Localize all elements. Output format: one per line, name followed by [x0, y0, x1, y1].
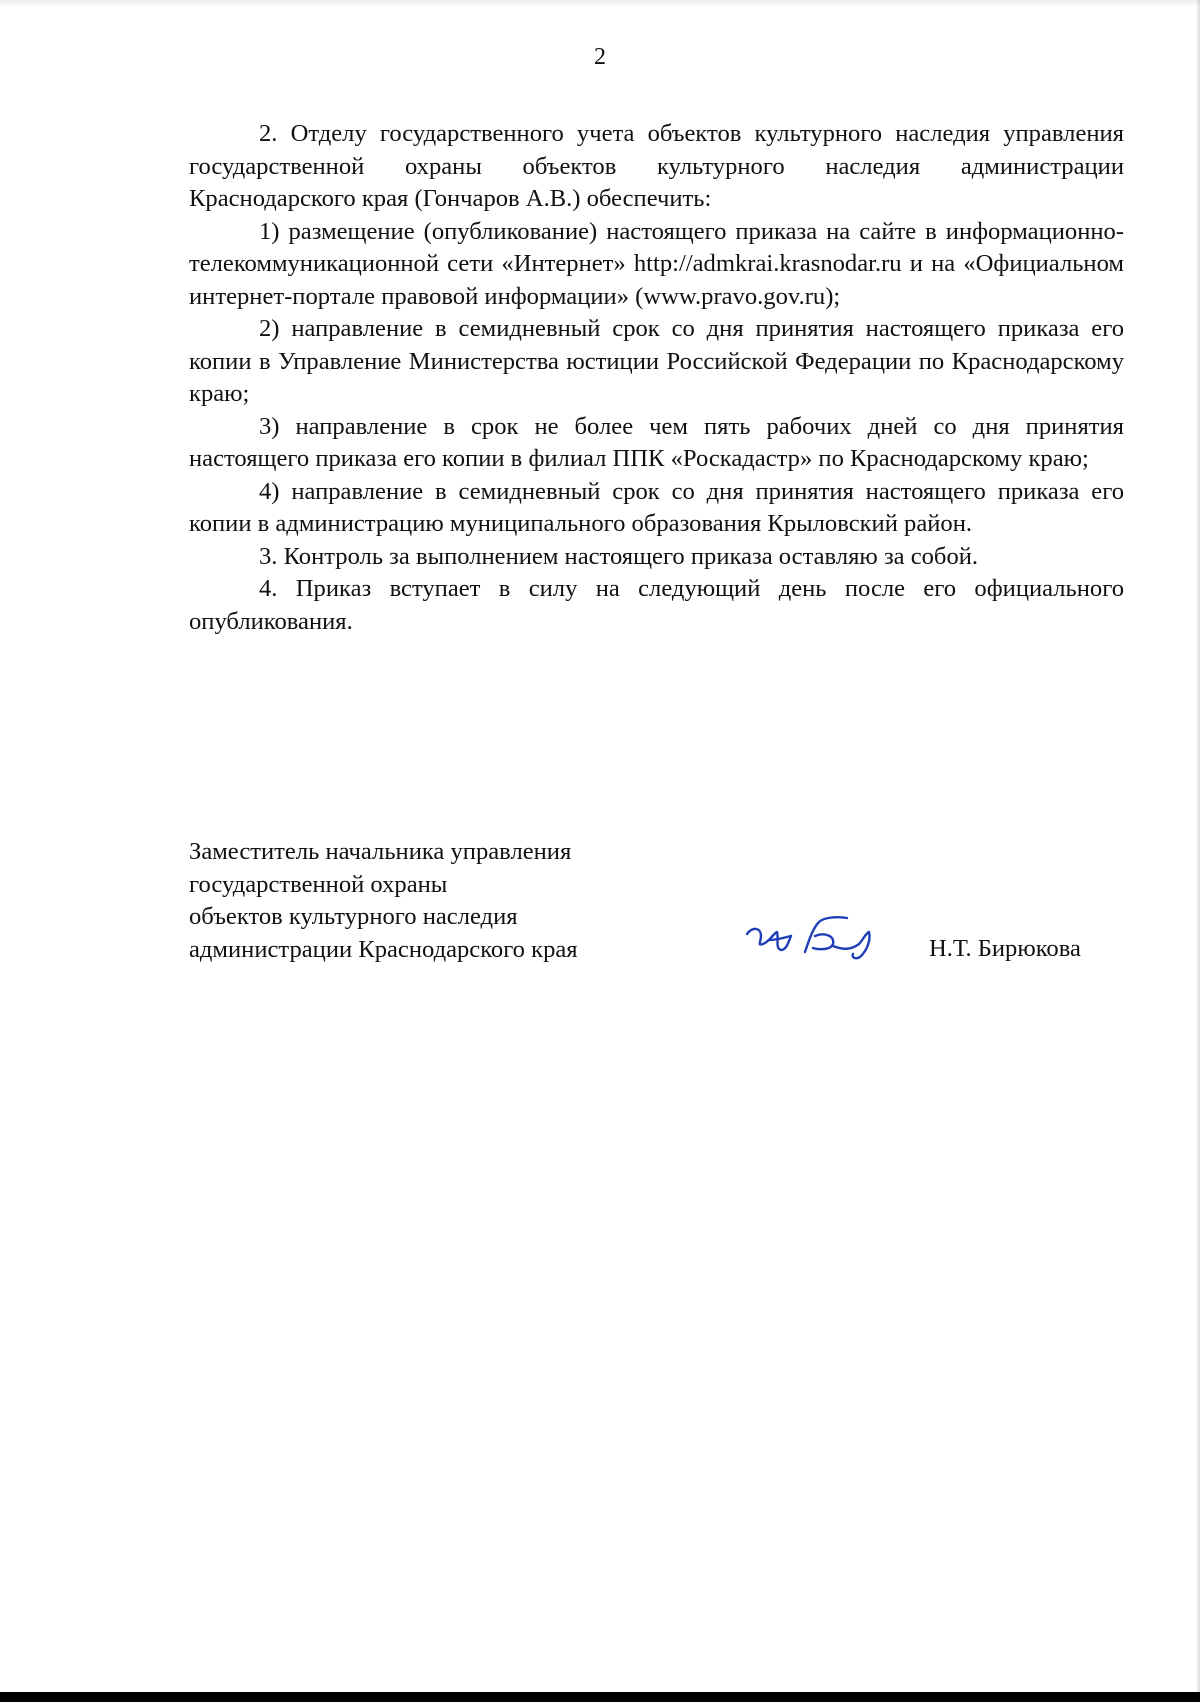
page-number: 2: [594, 44, 606, 70]
signatory-title: [189, 836, 709, 966]
paragraph-subclause-3: 3) направление в срок не более чем пять рабочих дней со дня принятия настоящего приказа его копии в филиал ППК «Роскадастр» по Краснодарскому краю;: [189, 412, 1124, 472]
signatory-title-line: государственной охраны: [189, 870, 448, 898]
document-body: [189, 118, 1124, 638]
signatory-title-line: объектов культурного наследия: [189, 903, 518, 930]
paragraph-subclause-4: 4) направление в семидневный срок со дня принятия настоящего приказа его копии в администрацию муниципального образования Крыловский район.: [189, 477, 1124, 537]
paragraph-clause-4: 4. Приказ вступает в силу на следующий день после его официального опубликования.: [189, 575, 1124, 635]
scan-edge-right: [1196, 0, 1200, 1702]
paragraph-clause-3: 3. Контроль за выполнением настоящего приказа оставляю за собой.: [259, 542, 979, 570]
signature-block: [189, 836, 1124, 976]
handwritten-signature: [739, 906, 899, 966]
signatory-name: Н.Т. Бирюкова: [929, 935, 1081, 962]
signatory-title-line: администрации Краснодарского края: [189, 935, 578, 963]
scan-edge-top: [0, 0, 1200, 6]
paragraph-clause-2: 2. Отделу государственного учета объектов культурного наследия управления государственной охраны объектов культурного наследия администрации Краснодарского края (Гончаров А.В.) обеспечить:: [189, 120, 1124, 212]
paragraph-subclause-2: 2) направление в семидневный срок со дня принятия настоящего приказа его копии в Управление Министерства юстиции Российской Федерации по Краснодарскому краю;: [189, 315, 1124, 407]
scan-edge-bottom: [0, 1692, 1200, 1702]
paragraph-subclause-1: 1) размещение (опубликование) настоящего приказа на сайте в информационно-телекоммуникационной сети «Интернет» http://admkrai.krasnodar.ru и на «Официальном интернет-портале правовой информации» (www.pravo.gov.ru);: [189, 217, 1124, 310]
signatory-title-line: Заместитель начальника управления: [189, 838, 572, 865]
